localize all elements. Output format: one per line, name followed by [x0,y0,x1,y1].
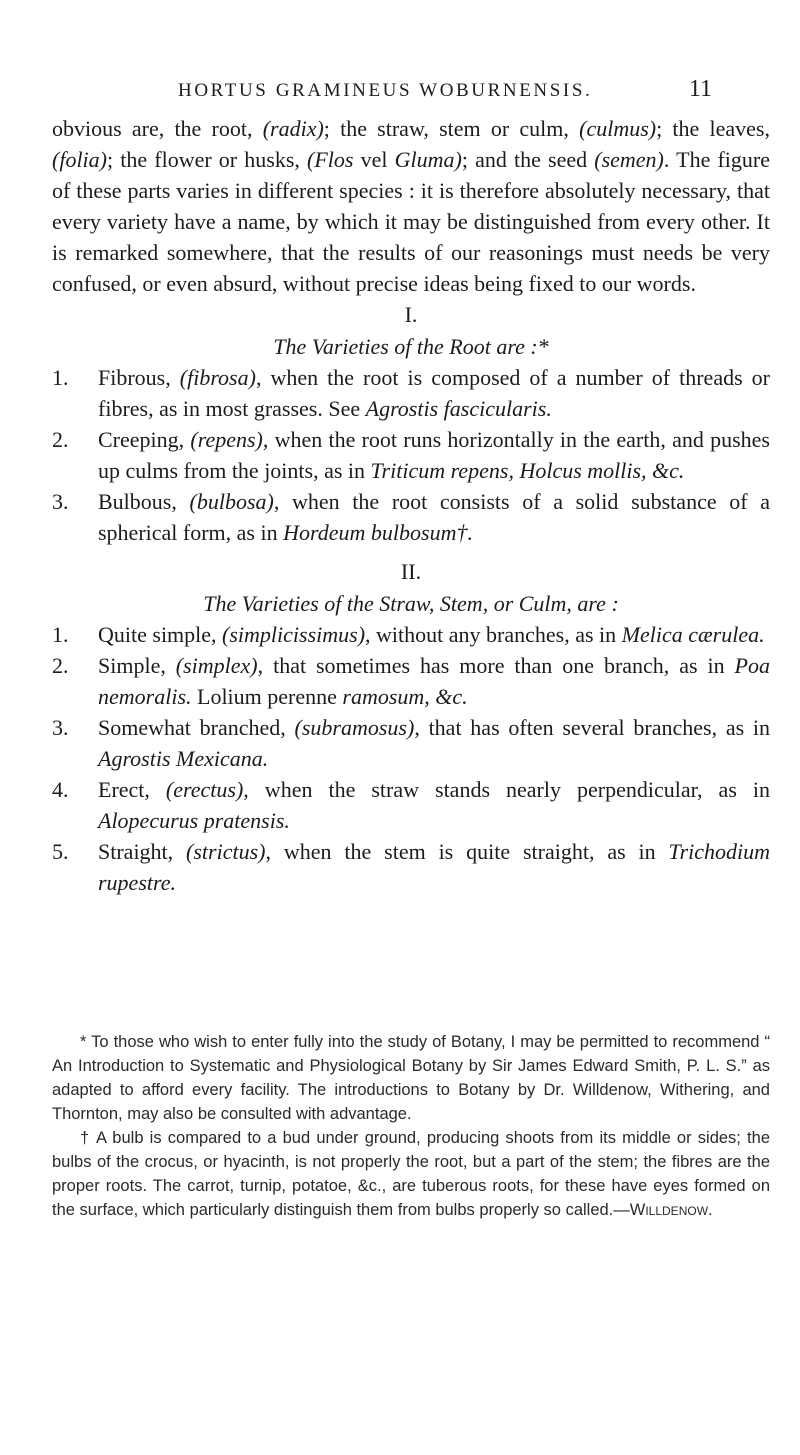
section-1-title: The Varieties of the Root are :* [273,334,549,359]
list-item: 2. Simple, (simplex), that sometimes has more than one branch, as in Poa nemoralis. Lolium perenne ramosum, &c. [52,653,770,709]
footnote-star: * To those who wish to enter fully into the study of Botany, I may be permitted to recommend “ An Introduction to Systematic and Physiological Botany by Sir James Edward Smith, P. L. S.” as adapted to afford every facility. The introductions to Botany by Dr. Willdenow, Withering, and Thornton, may also be consulted with advantage. [52,1033,770,1123]
section-2-title: The Varieties of the Straw, Stem, or Culm, are : [203,591,619,616]
culm-varieties-list [52,619,770,898]
footnote-author: Willdenow. [629,1201,713,1219]
main-text [52,113,770,898]
running-title: HORTUS GRAMINEUS WOBURNENSIS. [178,80,593,101]
list-item: 1. Fibrous, (fibrosa), when the root is composed of a number of threads or fibres, as in most grasses. See Agrostis fascicularis. [52,365,770,421]
page-number: 11 [688,76,712,102]
intro-paragraph: obvious are, the root, (radix); the straw, stem or culm, (culmus); the leaves, (folia); the flower or husks, (Flos vel Gluma); and the seed (semen). The figure of these parts varies in different species : it is therefore absolutely necessary, that every variety have a name, by which it may be distinguished from every other. It is remarked somewhere, that the results of our reasonings must needs be very confused, or even absurd, without precise ideas being fixed to our words. [52,116,770,296]
list-item: 4. Erect, (erectus), when the straw stands nearly perpendicular, as in Alopecurus pratensis. [52,777,770,833]
list-item: 3. Bulbous, (bulbosa), when the root consists of a solid substance of a spherical form, as in Hordeum bulbosum†. [52,489,770,545]
footnote-dagger: † A bulb is compared to a bud under ground, producing shoots from its middle or sides; the bulbs of the crocus, or hyacinth, is not properly the root, but a part of the stem; the fibres are the proper roots. The carrot, turnip, potatoe, &c., are tuberous roots, for these have eyes formed on the surface, which particularly distinguish them from bulbs properly so called.—Willdenow. [52,1129,770,1219]
list-item: 1. Quite simple, (simplicissimus), without any branches, as in Melica cærulea. [52,622,765,647]
list-item: 3. Somewhat branched, (subramosus), that has often several branches, as in Agrostis Mexicana. [52,715,771,771]
running-header [178,76,712,103]
root-varieties-list [52,362,770,548]
footnotes [52,1030,770,1222]
section-2-number: II. [400,559,422,584]
list-item: 2. Creeping, (repens), when the root runs horizontally in the earth, and pushes up culms from the joints, as in Triticum repens, Holcus mollis, &c. [52,427,770,483]
section-1-number: I. [404,302,418,327]
list-item: 5. Straight, (strictus), when the stem is quite straight, as in Trichodium rupestre. [52,839,771,895]
